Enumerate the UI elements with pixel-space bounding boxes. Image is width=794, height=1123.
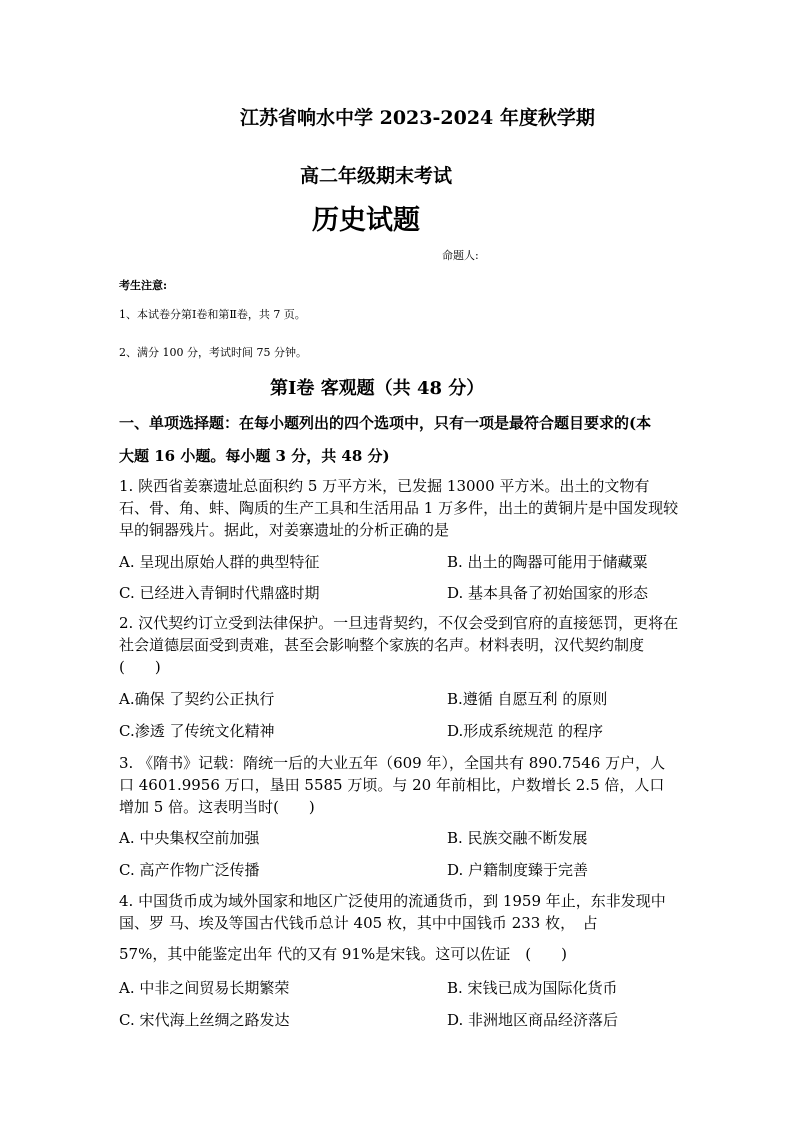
question-1-option-d[interactable]: D. 基本具备了初始国家的形态: [447, 584, 649, 602]
question-3-option-b[interactable]: B. 民族交融不断发展: [447, 829, 588, 847]
question-1-option-b[interactable]: B. 出土的陶器可能用于储藏粟: [447, 553, 648, 571]
notice-item: 2、满分 100 分，考试时间 75 分钟。: [119, 346, 307, 359]
section-title: 第Ⅰ卷 客观题（共 48 分）: [270, 378, 485, 399]
question-4-option-a[interactable]: A. 中非之间贸易长期繁荣: [119, 979, 290, 997]
question-stem-4: 4. 中国货币成为域外国家和地区广泛使用的流通货币，到 1959 年止，东非发现中国、罗 马、埃及等国古代钱币总计 405 枚，其中中国钱币 233 枚， 占: [119, 892, 666, 932]
question-3-option-a[interactable]: A. 中央集权空前加强: [119, 829, 260, 847]
exam-title: 高二年级期末考试: [300, 165, 453, 187]
section-instruction: 一、单项选择题：在每小题列出的四个选项中，只有一项是最符合题目要求的(本: [119, 414, 652, 432]
question-1-option-c[interactable]: C. 已经进入青铜时代鼎盛时期: [119, 584, 320, 602]
author-label: 命题人:: [442, 249, 479, 262]
subject-title: 历史试题: [312, 205, 420, 236]
question-stem-4-cont: 57%，其中能鉴定出年 代的又有 91%是宋钱。这可以佐证 ( ): [119, 945, 567, 963]
question-2-option-c[interactable]: C.渗透 了传统文化精神: [119, 722, 275, 740]
question-2-option-a[interactable]: A.确保 了契约公正执行: [119, 690, 275, 708]
question-4-option-b[interactable]: B. 宋钱已成为国际化货币: [447, 979, 618, 997]
school-term-title: 江苏省响水中学 2023-2024 年度秋学期: [240, 107, 595, 129]
question-4-option-c[interactable]: C. 宋代海上丝绸之路发达: [119, 1011, 290, 1029]
question-4-option-d[interactable]: D. 非洲地区商品经济落后: [447, 1011, 619, 1029]
question-1-option-a[interactable]: A. 呈现出原始人群的典型特征: [119, 553, 320, 571]
question-stem-3: 3. 《隋书》记载：隋统一后的大业五年（609 年），全国共有 890.7546 万户，人口 4601.9956 万口，垦田 5585 万顷。与 20 年前相比，户数增长 2.5 倍，人口增加 5 倍。这表明当时( ): [119, 754, 666, 816]
question-3-option-d[interactable]: D. 户籍制度臻于完善: [447, 861, 589, 879]
section-instruction: 大题 16 小题。每小题 3 分，共 48 分): [119, 447, 390, 465]
question-2-option-b[interactable]: B.遵循 自愿互利 的原则: [447, 690, 608, 708]
question-3-option-c[interactable]: C. 高产作物广泛传播: [119, 861, 260, 879]
question-2-option-d[interactable]: D.形成系统规范 的程序: [447, 722, 604, 740]
notice-item: 1、本试卷分第Ⅰ卷和第Ⅱ卷，共 7 页。: [119, 308, 306, 321]
question-stem-1: 1. 陕西省姜寨遗址总面积约 5 万平方米，已发掘 13000 平方米。出土的文物有石、骨、角、蚌、陶质的生产工具和生活用品 1 万多件，出土的黄铜片是中国发现较早的铜器残片。据此，对姜寨遗址的分析正确的是: [119, 477, 679, 539]
notice-heading: 考生注意:: [119, 279, 168, 292]
question-stem-2: 2. 汉代契约订立受到法律保护。一旦违背契约，不仅会受到官府的直接惩罚，更将在社会道德层面受到责难，甚至会影响整个家族的名声。材料表明，汉代契约制度( ): [119, 614, 679, 676]
